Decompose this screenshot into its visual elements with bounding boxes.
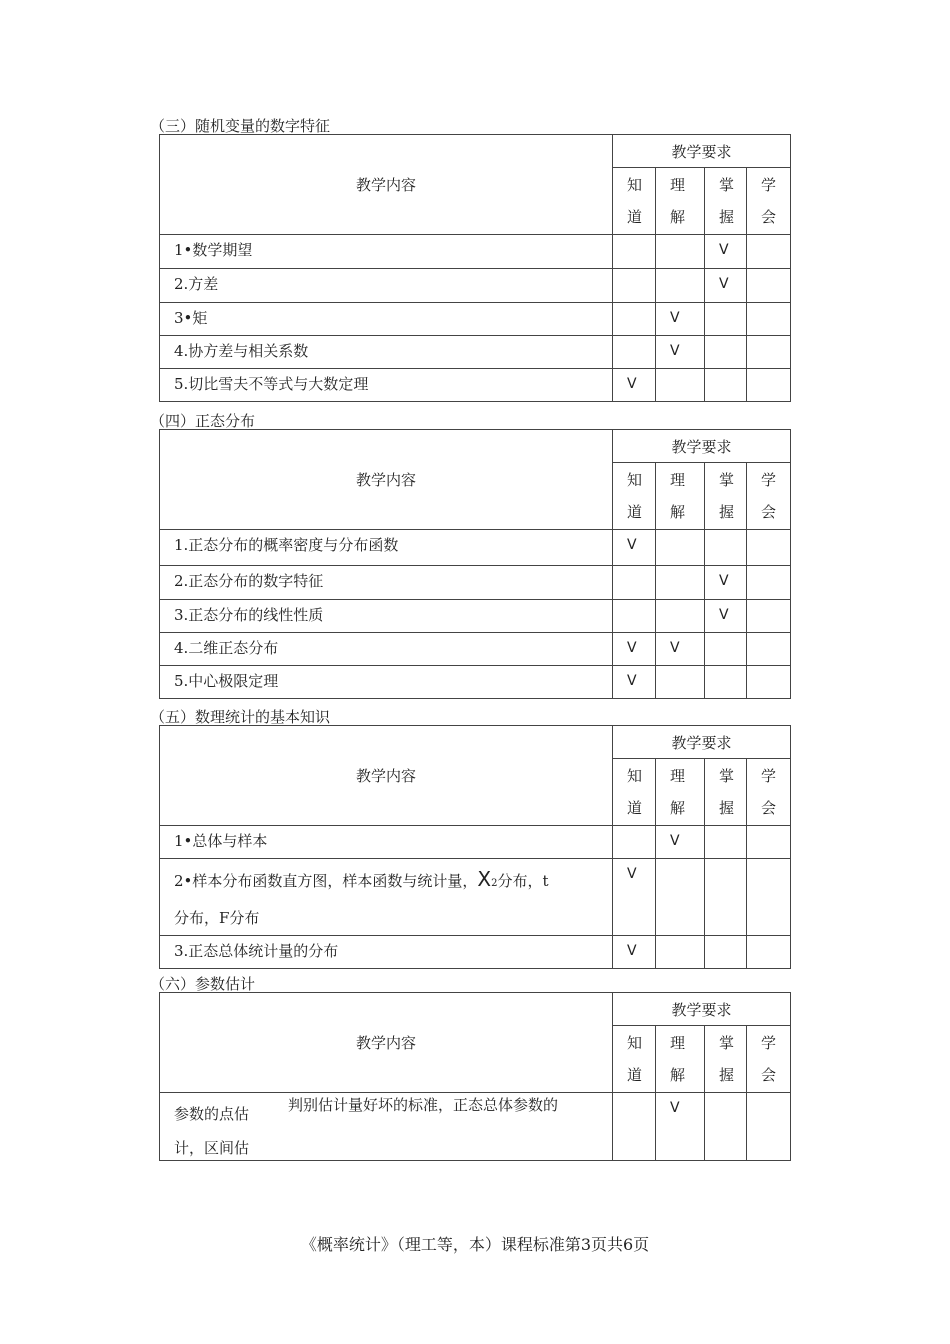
content-item: 1•总体与样本 [160,826,613,859]
chi-symbol: X [477,867,492,891]
level-header: 学 会 [747,759,791,826]
level-header: 理 解 [656,759,705,826]
content-item: 4.二维正态分布 [160,633,613,666]
level-header: 掌 握 [705,1026,747,1093]
requirement-mark: V [656,633,705,666]
requirement-mark [613,566,656,600]
table-row [160,826,791,859]
requirement-mark [656,235,705,269]
table-row [160,269,791,303]
chi-subscript: 2 [491,878,498,889]
table-row [160,936,791,969]
requirement-mark [656,936,705,969]
requirement-mark [656,530,705,566]
level-header: 理 解 [656,168,705,235]
content-column-header: 教学内容 [160,135,613,235]
requirement-mark [613,600,656,633]
requirement-mark [656,566,705,600]
requirement-mark [705,826,747,859]
level-header: 知 道 [613,1026,656,1093]
requirement-mark [656,666,705,699]
level-header: 理 解 [656,463,705,530]
requirement-mark [747,600,791,633]
requirement-mark [613,1093,656,1161]
section-heading: （四）正态分布 [150,412,256,430]
header-row [160,993,791,1026]
requirements-table [159,134,791,402]
content-item: 2.正态分布的数字特征 [160,566,613,600]
table-row [160,633,791,666]
requirement-mark [747,936,791,969]
section-heading: （六）参数估计 [150,975,256,993]
requirement-mark [656,859,705,936]
requirements-table [159,725,791,969]
requirement-mark [705,336,747,369]
requirement-mark [747,566,791,600]
table-row [160,600,791,633]
requirement-mark [747,859,791,936]
requirement-mark: V [705,235,747,269]
level-header: 掌 握 [705,463,747,530]
level-header: 知 道 [613,168,656,235]
content-column-header: 教学内容 [160,726,613,826]
requirement-mark: V [613,369,656,402]
requirement-mark [705,633,747,666]
requirement-mark: V [656,303,705,336]
header-row [160,726,791,759]
section-heading: （三）随机变量的数字特征 [150,117,331,135]
requirement-mark [613,269,656,303]
requirement-mark [613,303,656,336]
requirement-mark: V [705,600,747,633]
requirement-mark [613,235,656,269]
table-row [160,369,791,402]
table-row [160,666,791,699]
requirement-mark [747,633,791,666]
table-row [160,859,791,936]
table-row [160,566,791,600]
header-row [160,430,791,463]
level-header: 掌 握 [705,168,747,235]
requirement-mark: V [613,936,656,969]
table-row [160,235,791,269]
level-header: 掌 握 [705,759,747,826]
requirement-mark [747,530,791,566]
table-row [160,303,791,336]
content-item: 1.正态分布的概率密度与分布函数 [160,530,613,566]
content-item: 5.切比雪夫不等式与大数定理 [160,369,613,402]
requirement-mark [747,1093,791,1161]
content-item: 5.中心极限定理 [160,666,613,699]
requirements-header: 教学要求 [613,993,791,1026]
level-header: 理 解 [656,1026,705,1093]
content-item: 1•数学期望 [160,235,613,269]
table-row [160,1093,791,1161]
requirement-mark [705,303,747,336]
requirement-mark: V [705,566,747,600]
content-item-left: 参数的点估 计，区间估 [174,1105,250,1157]
requirement-mark [747,666,791,699]
content-item: 3.正态总体统计量的分布 [160,936,613,969]
requirement-mark [705,1093,747,1161]
requirement-mark: V [656,336,705,369]
requirement-mark [747,235,791,269]
requirement-mark [747,269,791,303]
requirement-mark [747,826,791,859]
level-header: 学 会 [747,168,791,235]
requirements-header: 教学要求 [613,430,791,463]
content-item: 2•样本分布函数直方图，样本函数与统计量，X2分布，t 分布，F分布 [160,859,613,936]
header-row [160,135,791,168]
requirements-table [159,992,791,1161]
requirement-mark: V [613,530,656,566]
requirement-mark [705,666,747,699]
requirement-mark [705,859,747,936]
section-heading: （五）数理统计的基本知识 [150,708,331,726]
requirements-header: 教学要求 [613,135,791,168]
requirement-mark: V [613,859,656,936]
requirement-mark [613,336,656,369]
requirement-mark [656,369,705,402]
requirement-mark [747,303,791,336]
content-item: 2.方差 [160,269,613,303]
requirement-mark [613,826,656,859]
content-item: 3•矩 [160,303,613,336]
requirement-mark [747,369,791,402]
requirement-mark [705,369,747,402]
level-header: 知 道 [613,759,656,826]
requirement-mark: V [656,826,705,859]
requirement-mark [705,530,747,566]
content-column-header: 教学内容 [160,993,613,1093]
requirement-mark: V [656,1093,705,1161]
requirements-header: 教学要求 [613,726,791,759]
level-header: 学 会 [747,463,791,530]
requirement-mark [656,269,705,303]
requirements-table [159,429,791,699]
requirement-mark: V [613,666,656,699]
content-item-right: 判别估计量好坏的标准，正态总体参数的 [288,1096,559,1114]
table-row [160,530,791,566]
page-footer: 《概率统计》（理工等，本）课程标准第3页共6页 [300,1235,650,1254]
requirement-mark: V [705,269,747,303]
level-header: 知 道 [613,463,656,530]
content-item: 3.正态分布的线性性质 [160,600,613,633]
requirement-mark [656,600,705,633]
content-item: 4.协方差与相关系数 [160,336,613,369]
content-item [160,1093,613,1161]
table-row [160,336,791,369]
level-header: 学 会 [747,1026,791,1093]
requirement-mark [747,336,791,369]
requirement-mark: V [613,633,656,666]
content-column-header: 教学内容 [160,430,613,530]
requirement-mark [705,936,747,969]
